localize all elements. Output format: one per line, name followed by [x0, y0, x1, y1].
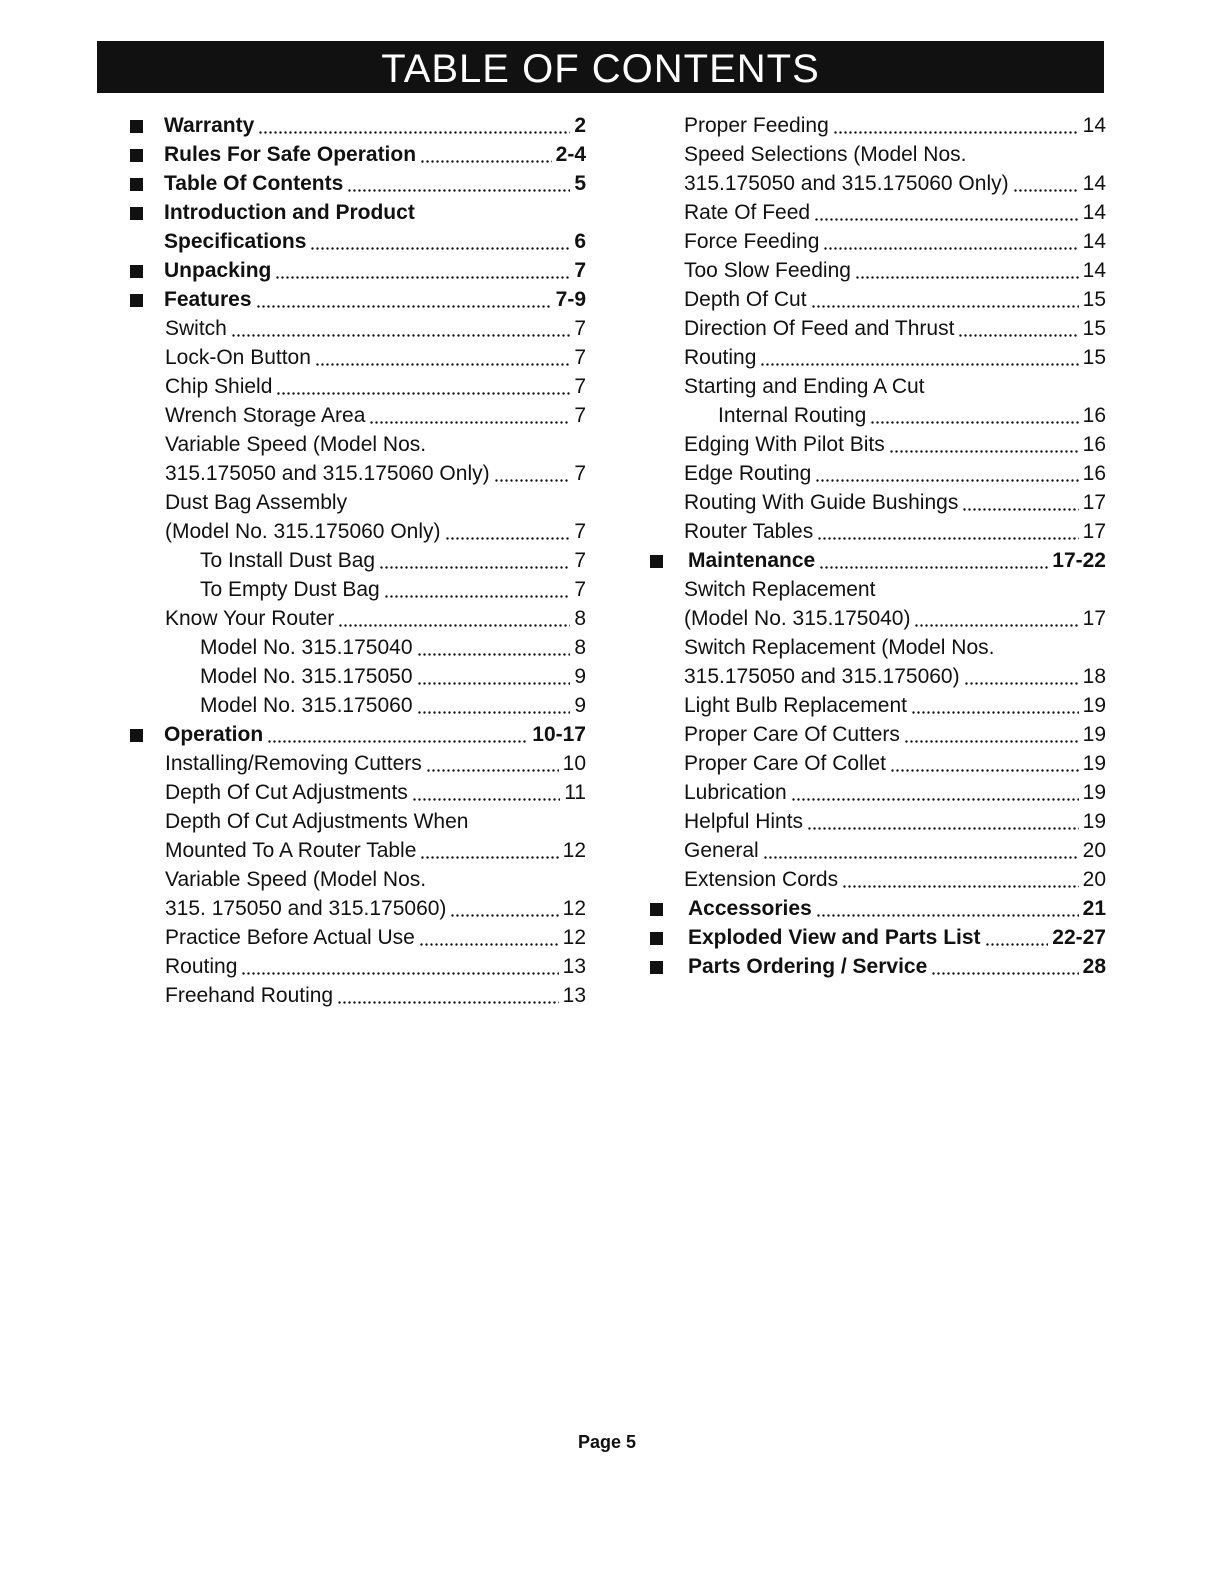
toc-entry-label: Parts Ordering / Service [688, 955, 928, 978]
dot-leader [931, 972, 1078, 975]
toc-entry-page: 16 [1082, 404, 1106, 427]
toc-entry-label: Rate Of Feed [684, 201, 811, 224]
dot-leader [338, 624, 570, 627]
toc-entry [130, 836, 586, 865]
toc-entry-page: 11 [564, 781, 586, 804]
dot-leader [417, 711, 571, 714]
dot-leader [337, 1001, 559, 1004]
toc-entry-label: Helpful Hints [684, 810, 804, 833]
square-bullet-icon [650, 555, 663, 568]
toc-entry-page: 18 [1082, 665, 1106, 688]
toc-entry-label: Lock-On Button [165, 346, 311, 369]
toc-entry-page: 7 [574, 375, 586, 398]
dot-leader [962, 508, 1078, 511]
toc-entry-label: Proper Feeding [684, 114, 829, 137]
toc-entry [650, 285, 1106, 314]
toc-entry-label: Edging With Pilot Bits [684, 433, 885, 456]
dot-leader [819, 566, 1048, 569]
toc-entry-label: Variable Speed (Model Nos. [165, 868, 427, 891]
toc-entry-page: 8 [574, 607, 586, 630]
toc-entry-label: Routing With Guide Bushings [684, 491, 959, 514]
toc-entry-label: Internal Routing [718, 404, 867, 427]
toc-entry-page: 8 [574, 636, 586, 659]
dot-leader [814, 218, 1079, 221]
dot-leader [833, 131, 1079, 134]
toc-entry-label: Routing [165, 955, 238, 978]
dot-leader [276, 392, 570, 395]
toc-entry-label: (Model No. 315.175040) [684, 607, 911, 630]
toc-entry-page: 28 [1082, 955, 1106, 978]
toc-entry-label: Proper Care Of Collet [684, 752, 886, 775]
dot-leader [315, 363, 570, 366]
toc-entry-label: Depth Of Cut Adjustments When [165, 810, 469, 833]
toc-entry [650, 952, 1106, 981]
toc-entry-page: 6 [574, 230, 586, 253]
dot-leader [811, 305, 1079, 308]
toc-entry [130, 140, 586, 169]
toc-entry [650, 430, 1106, 459]
toc-entry-label: Switch [165, 317, 227, 340]
page-title-bar [97, 41, 1104, 93]
toc-entry-page: 13 [562, 955, 586, 978]
toc-entry-page: 15 [1082, 317, 1106, 340]
toc-entry [650, 691, 1106, 720]
dot-leader [256, 305, 552, 308]
toc-entry-label: Speed Selections (Model Nos. [684, 143, 967, 166]
toc-entry [130, 952, 586, 981]
toc-entry-page: 9 [574, 665, 586, 688]
toc-entry-label: Lubrication [684, 781, 787, 804]
toc-entry-page: 14 [1082, 201, 1106, 224]
dot-leader [412, 798, 560, 801]
toc-entry-page: 22-27 [1052, 926, 1106, 949]
toc-entry-page: 2-4 [555, 143, 586, 166]
toc-entry-label: Dust Bag Assembly [165, 491, 348, 514]
toc-entry [130, 256, 586, 285]
toc-entry [650, 488, 1106, 517]
toc-entry-label: General [684, 839, 759, 862]
page-title: TABLE OF CONTENTS [381, 47, 820, 91]
dot-leader [807, 827, 1079, 830]
toc-entry-label: To Install Dust Bag [200, 549, 376, 572]
toc-entry [650, 807, 1106, 836]
toc-entry-label: Wrench Storage Area [165, 404, 366, 427]
dot-leader [890, 769, 1079, 772]
toc-entry [650, 749, 1106, 778]
toc-entry-page: 7 [574, 317, 586, 340]
toc-entry-label: Mounted To A Router Table [165, 839, 417, 862]
toc-entry-page: 20 [1082, 839, 1106, 862]
toc-entry [130, 227, 586, 256]
dot-leader [450, 914, 558, 917]
toc-entry-page: 12 [562, 926, 586, 949]
toc-entry [650, 662, 1106, 691]
toc-entry-label: Switch Replacement [684, 578, 876, 601]
toc-entry-page: 14 [1082, 230, 1106, 253]
toc-entry [130, 343, 586, 372]
toc-entry [650, 923, 1106, 952]
toc-entry-page: 9 [574, 694, 586, 717]
toc-entry [130, 459, 586, 488]
toc-entry [130, 430, 586, 459]
dot-leader [417, 653, 571, 656]
toc-entry-page: 12 [562, 839, 586, 862]
toc-entry [130, 169, 586, 198]
toc-entry-page: 21 [1082, 897, 1106, 920]
dot-leader [347, 189, 570, 192]
toc-entry-label: Model No. 315.175040 [200, 636, 413, 659]
dot-leader [904, 740, 1079, 743]
toc-entry [130, 111, 586, 140]
toc-entry [650, 256, 1106, 285]
toc-entry-page: 10 [562, 752, 586, 775]
toc-entry [650, 459, 1106, 488]
toc-entry-page: 2 [574, 114, 586, 137]
toc-entry-page: 7-9 [555, 288, 586, 311]
dot-leader [816, 914, 1079, 917]
dot-leader [842, 885, 1079, 888]
dot-leader [823, 247, 1078, 250]
square-bullet-icon [130, 178, 143, 191]
square-bullet-icon [650, 932, 663, 945]
toc-entry-page: 7 [574, 462, 586, 485]
toc-entry-label: Rules For Safe Operation [164, 143, 417, 166]
toc-entry [650, 140, 1106, 169]
toc-entry-label: Proper Care Of Cutters [684, 723, 900, 746]
toc-entry [650, 227, 1106, 256]
toc-entry [130, 285, 586, 314]
toc-entry [650, 575, 1106, 604]
toc-entry [130, 865, 586, 894]
toc-entry [130, 604, 586, 633]
toc-entry [650, 401, 1106, 430]
toc-entry-label: Maintenance [688, 549, 816, 572]
dot-leader [384, 595, 571, 598]
dot-leader [419, 943, 559, 946]
toc-entry [650, 517, 1106, 546]
dot-leader [310, 247, 570, 250]
toc-entry [130, 517, 586, 546]
toc-entry [650, 894, 1106, 923]
dot-leader [855, 276, 1079, 279]
dot-leader [417, 682, 571, 685]
dot-leader [1013, 189, 1079, 192]
toc-entry-label: Introduction and Product [164, 201, 415, 224]
toc-entry-page: 19 [1082, 723, 1106, 746]
toc-entry [650, 720, 1106, 749]
dot-leader [369, 421, 570, 424]
dot-leader [275, 276, 570, 279]
toc-entry-label: Model No. 315.175060 [200, 694, 413, 717]
toc-entry [130, 691, 586, 720]
toc-entry [650, 865, 1106, 894]
toc-entry-page: 15 [1082, 288, 1106, 311]
toc-entry-label: Depth Of Cut Adjustments [165, 781, 408, 804]
toc-entry [650, 633, 1106, 662]
dot-leader [258, 131, 570, 134]
dot-leader [420, 160, 552, 163]
toc-entry [130, 575, 586, 604]
toc-entry-page: 19 [1082, 752, 1106, 775]
toc-entry [130, 633, 586, 662]
toc-entry-page: 17 [1082, 607, 1106, 630]
dot-leader [815, 479, 1078, 482]
dot-leader [494, 479, 571, 482]
toc-entry-page: 7 [574, 404, 586, 427]
toc-entry-label: To Empty Dust Bag [200, 578, 380, 601]
toc-entry [130, 749, 586, 778]
square-bullet-icon [130, 149, 143, 162]
toc-entry-label: Starting and Ending A Cut [684, 375, 925, 398]
toc-entry-page: 7 [574, 578, 586, 601]
toc-entry-page: 20 [1082, 868, 1106, 891]
toc-entry-label: Depth Of Cut [684, 288, 807, 311]
toc-entry-label: Direction Of Feed and Thrust [684, 317, 955, 340]
toc-entry-page: 14 [1082, 114, 1106, 137]
toc-entry-page: 19 [1082, 781, 1106, 804]
dot-leader [889, 450, 1079, 453]
toc-entry-label: Force Feeding [684, 230, 820, 253]
toc-entry [130, 198, 586, 227]
toc-entry [130, 314, 586, 343]
toc-entry-page: 12 [562, 897, 586, 920]
toc-entry-page: 17 [1082, 520, 1106, 543]
toc-entry [130, 662, 586, 691]
toc-entry-label: Exploded View and Parts List [688, 926, 981, 949]
toc-entry-page: 17-22 [1052, 549, 1106, 572]
toc-entry-label: Practice Before Actual Use [165, 926, 415, 949]
toc-entry-label: Installing/Removing Cutters [165, 752, 422, 775]
dot-leader [426, 769, 559, 772]
toc-right-column [650, 111, 1106, 981]
toc-entry [130, 923, 586, 952]
toc-entry [130, 401, 586, 430]
page-number: Page 5 [577, 1432, 637, 1452]
toc-entry [650, 836, 1106, 865]
dot-leader [914, 624, 1078, 627]
toc-entry [130, 546, 586, 575]
toc-entry-label: Routing [684, 346, 757, 369]
toc-entry-page: 19 [1082, 694, 1106, 717]
toc-entry-page: 7 [574, 520, 586, 543]
toc-entry [650, 343, 1106, 372]
toc-entry-page: 7 [574, 346, 586, 369]
toc-entry-label: Too Slow Feeding [684, 259, 851, 282]
toc-entry-label: 315.175050 and 315.175060 Only) [684, 172, 1009, 195]
square-bullet-icon [130, 120, 143, 133]
dot-leader [958, 334, 1078, 337]
dot-leader [231, 334, 570, 337]
toc-entry-label: Operation [164, 723, 264, 746]
toc-entry [130, 894, 586, 923]
dot-leader [379, 566, 570, 569]
dot-leader [870, 421, 1078, 424]
toc-entry-page: 10-17 [532, 723, 586, 746]
dot-leader [817, 537, 1078, 540]
dot-leader [445, 537, 571, 540]
dot-leader [791, 798, 1079, 801]
toc-entry [650, 198, 1106, 227]
toc-entry-label: Table Of Contents [164, 172, 344, 195]
toc-entry [130, 488, 586, 517]
toc-entry-label: 315.175050 and 315.175060 Only) [165, 462, 490, 485]
toc-entry-label: Model No. 315.175050 [200, 665, 413, 688]
square-bullet-icon [130, 207, 143, 220]
toc-entry-label: Variable Speed (Model Nos. [165, 433, 427, 456]
dot-leader [760, 363, 1078, 366]
toc-entry [650, 546, 1106, 575]
square-bullet-icon [130, 294, 143, 307]
toc-entry-label: Light Bulb Replacement [684, 694, 907, 717]
dot-leader [241, 972, 558, 975]
toc-entry-page: 16 [1082, 462, 1106, 485]
toc-entry [650, 778, 1106, 807]
dot-leader [267, 740, 528, 743]
toc-left-column [130, 111, 586, 1010]
toc-entry [130, 807, 586, 836]
toc-entry-label: Know Your Router [165, 607, 335, 630]
toc-entry [130, 720, 586, 749]
toc-entry-label: Switch Replacement (Model Nos. [684, 636, 995, 659]
dot-leader [964, 682, 1079, 685]
toc-entry-label: 315.175050 and 315.175060) [684, 665, 960, 688]
dot-leader [763, 856, 1079, 859]
toc-entry-label: Accessories [688, 897, 812, 920]
dot-leader [420, 856, 558, 859]
toc-entry [130, 372, 586, 401]
square-bullet-icon [650, 903, 663, 916]
toc-entry-label: Router Tables [684, 520, 814, 543]
toc-entry-label: Freehand Routing [165, 984, 334, 1007]
toc-entry-page: 5 [574, 172, 586, 195]
toc-entry-page: 16 [1082, 433, 1106, 456]
toc-entry [650, 169, 1106, 198]
dot-leader [985, 943, 1049, 946]
toc-entry-page: 15 [1082, 346, 1106, 369]
square-bullet-icon [130, 729, 143, 742]
square-bullet-icon [650, 961, 663, 974]
toc-entry-label: Specifications [164, 230, 307, 253]
square-bullet-icon [130, 265, 143, 278]
toc-entry-label: Chip Shield [165, 375, 273, 398]
toc-entry-page: 17 [1082, 491, 1106, 514]
toc-entry-label: 315. 175050 and 315.175060) [165, 897, 447, 920]
toc-entry-label: Warranty [164, 114, 255, 137]
toc-entry [650, 111, 1106, 140]
toc-entry [130, 778, 586, 807]
toc-entry-label: Features [164, 288, 252, 311]
toc-entry-page: 19 [1082, 810, 1106, 833]
toc-entry [650, 604, 1106, 633]
toc-entry-label: Edge Routing [684, 462, 812, 485]
toc-entry [130, 981, 586, 1010]
toc-entry-label: Extension Cords [684, 868, 839, 891]
toc-entry-page: 7 [574, 259, 586, 282]
toc-entry-label: (Model No. 315.175060 Only) [165, 520, 441, 543]
toc-entry-page: 7 [574, 549, 586, 572]
toc-entry-page: 13 [562, 984, 586, 1007]
toc-entry [650, 372, 1106, 401]
toc-entry [650, 314, 1106, 343]
dot-leader [911, 711, 1079, 714]
toc-entry-page: 14 [1082, 259, 1106, 282]
toc-entry-label: Unpacking [164, 259, 272, 282]
toc-entry-page: 14 [1082, 172, 1106, 195]
